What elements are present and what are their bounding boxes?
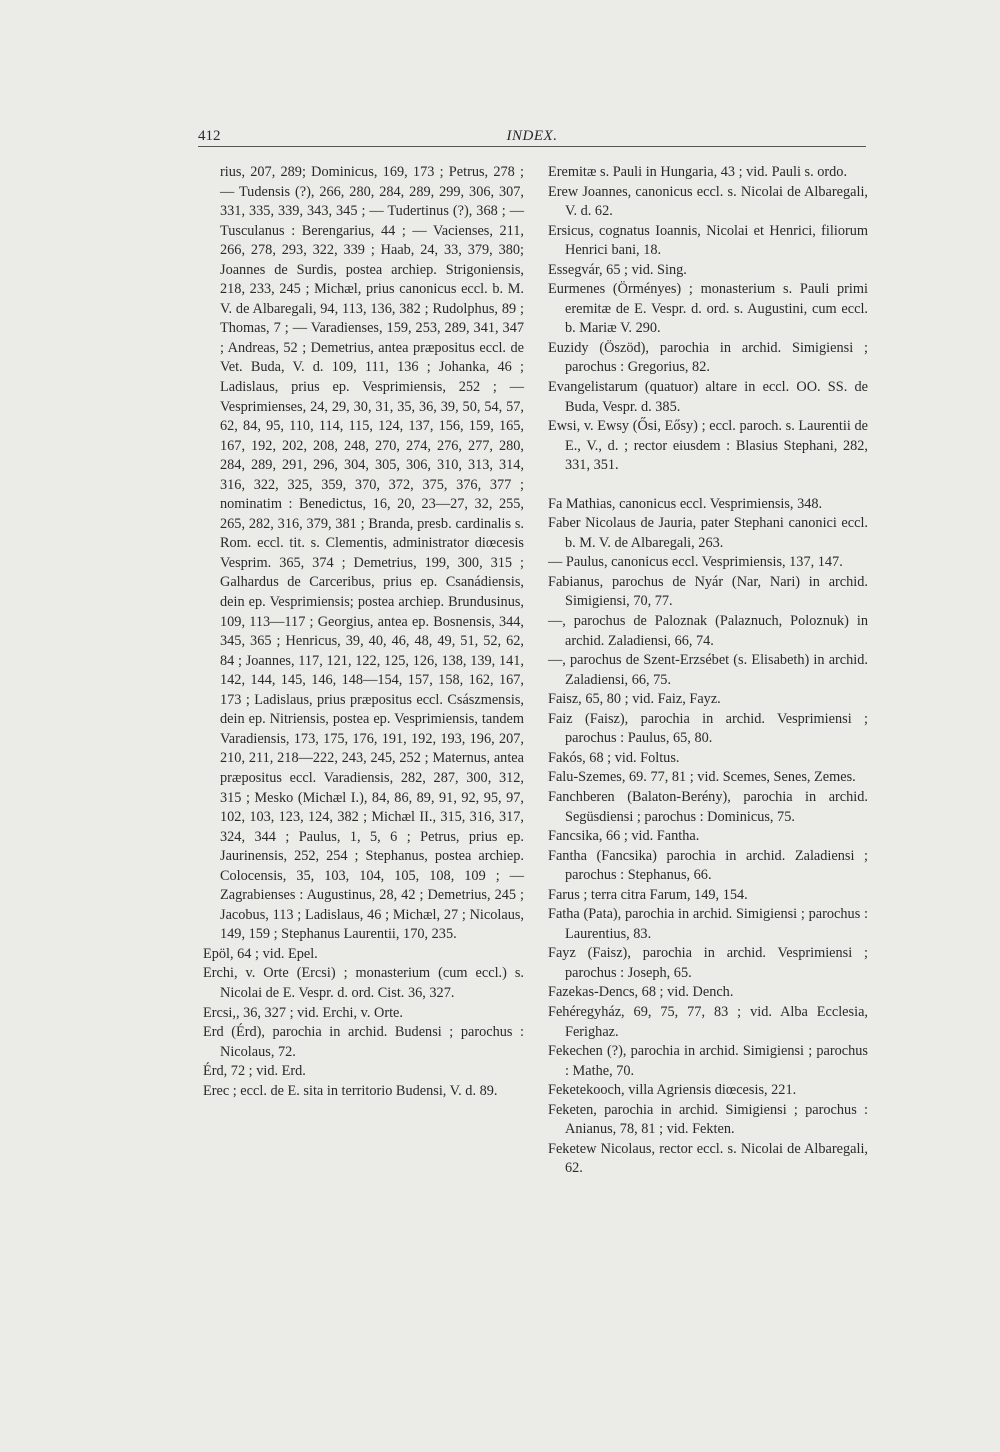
index-entry: Farus ; terra citra Farum, 149, 154. (548, 886, 748, 903)
index-entry: —, parochus de Szent-Erzsébet (s. Elisabeth) in archid. Zaladiensi, 66, 75. (548, 652, 868, 688)
index-entry: Faber Nicolaus de Jauria, pater Stephani canonici eccl. b. M. V. de Albaregali, 263. (548, 515, 868, 551)
index-entry: Erd (Érd), parochia in archid. Budensi ; parochus : Nicolaus, 72. (203, 1024, 524, 1060)
index-entry: Erew Joannes, canonicus eccl. s. Nicolai de Albaregali, V. d. 62. (548, 183, 868, 220)
running-head (198, 128, 866, 147)
index-entry: — Paulus, canonicus eccl. Vesprimiensis, 137, 147. (548, 554, 843, 571)
index-entry: Fayz (Faisz), parochia in archid. Vesprimiensi ; parochus : Joseph, 65. (548, 945, 868, 981)
index-entry: Falu-Szemes, 69. 77, 81 ; vid. Scemes, Senes, Zemes. (548, 769, 856, 786)
index-entry: Essegvár, 65 ; vid. Sing. (548, 261, 687, 278)
index-entry: Ercsi,, 36, 327 ; vid. Erchi, v. Orte. (203, 1004, 403, 1021)
index-entry: Epöl, 64 ; vid. Epel. (203, 945, 318, 962)
index-entry: Fekechen (?), parochia in archid. Simigiensi ; parochus : Mathe, 70. (548, 1043, 868, 1079)
index-entry: Fa Mathias, canonicus eccl. Vesprimiensis, 348. (548, 495, 823, 512)
index-entry: Fatha (Pata), parochia in archid. Simigiensi ; parochus : Laurentius, 83. (548, 906, 868, 942)
running-title: INDEX. (506, 128, 558, 144)
index-entry: Fakós, 68 ; vid. Foltus. (548, 749, 680, 766)
index-entry: Feketew Nicolaus, rector eccl. s. Nicolai de Albaregali, 62. (548, 1140, 868, 1177)
index-entry: Fehéregyház, 69, 75, 77, 83 ; vid. Alba Ecclesia, Ferighaz. (548, 1003, 868, 1040)
right-column (548, 163, 868, 1179)
index-entry: Ewsi, v. Ewsy (Ősi, Eősy) ; eccl. paroch. s. Laurentii de E., V., d. ; rector eiusdem : Blasius Stephani, 282, 331, 351. (548, 418, 868, 474)
index-entry: Evangelistarum (quatuor) altare in eccl. OO. SS. de Buda, Vespr. d. 385. (548, 379, 868, 415)
index-entry: —, parochus de Paloznak (Palaznuch, Poloznuk) in archid. Zaladiensi, 66, 74. (548, 613, 868, 649)
index-entry: Erchi, v. Orte (Ercsi) ; monasterium (cum eccl.) s. Nicolai de E. Vespr. d. ord. Cist. 36, 327. (203, 965, 524, 1001)
index-entry: Fazekas-Dencs, 68 ; vid. Dench. (548, 984, 734, 1001)
index-entry: Faisz, 65, 80 ; vid. Faiz, Fayz. (548, 691, 721, 708)
index-entry: Fanchberen (Balaton-Berény), parochia in archid. Següsdiensi ; parochus : Dominicus, 75. (548, 788, 868, 825)
section-gap (548, 476, 868, 495)
left-column (203, 163, 524, 1101)
index-entry: Ersicus, cognatus Ioannis, Nicolai et Henrici, filiorum Henrici bani, 18. (548, 222, 868, 259)
index-entry: Fantha (Fancsika) parochia in archid. Zaladiensi ; parochus : Stephanus, 66. (548, 847, 868, 884)
index-entry: Eurmenes (Örményes) ; monasterium s. Pauli primi eremitæ de E. Vespr. d. ord. s. Augustini, cum eccl. b. Mariæ V. 290. (548, 281, 868, 337)
index-entry: Feketekooch, villa Agriensis diœcesis, 221. (548, 1082, 797, 1099)
index-entry: rius, 207, 289; Dominicus, 169, 173 ; Petrus, 278 ; — Tudensis (?), 266, 280, 284, 289, 299, 306, 307, 331, 335, 339, 343, 345 ; — Tudertinus (?), 368 ; — Tusculanus : Berengarius, 44 ; — Vacienses, 211, 266, 278, 293, 322, 339 ; Haab, 24, 33, 379, 380; Joannes de Surdis, postea archiep. Strigoniensis, 218, 233, 245 ; Michæl, prius canonicus eccl. b. M. V. de Albaregali, 94, 113, 136, 382 ; Rudolphus, 89 ; Thomas, 7 ; — Varadienses, 159, 253, 289, 341, 347 ; Andreas, 52 ; Demetrius, antea præpositus eccl. de Vet. Buda, V. d. 109, 111, 136 ; Johanka, 46 ; Ladislaus, prius ep. Vesprimiensis, 252 ; — Vesprimienses, 24, 29, 30, 31, 35, 36, 39, 50, 54, 57, 62, 84, 95, 110, 114, 115, 124, 137, 156, 159, 165, 167, 192, 202, 208, 248, 270, 274, 276, 277, 280, 284, 289, 291, 296, 304, 305, 306, 310, 313, 314, 316, 322, 325, 359, 370, 372, 375, 376, 377 ; nominatim : Benedictus, 16, 20, 23—27, 32, 255, 265, 282, 316, 379, 381 ; Branda, presb. cardinalis s. Rom. eccl. tit. s. Clementis, administrator diœcesis Vesprim. 365, 374 ; Demetrius, 199, 300, 315 ; Galhardus de Carceribus, prius ep. Csanádiensis, dein ep. Vesprimiensis; postea archiep. Brundusinus, 109, 113—117 ; Georgius, antea ep. Bosnensis, 344, 345, 365 ; Henricus, 39, 40, 46, 48, 49, 51, 52, 62, 84 ; Joannes, 117, 121, 122, 125, 126, 138, 139, 141, 142, 144, 145, 146, 148—154, 157, 158, 162, 167, 173 ; Ladislaus, prius præpositus eccl. Császmensis, dein ep. Nitriensis, postea ep. Vesprimiensis, tandem Varadiensis, 173, 175, 176, 191, 192, 193, 196, 207, 210, 211, 218—222, 243, 245, 252 ; Maternus, antea præpositus eccl. Varadiensis, 282, 287, 300, 312, 315 ; Mesko (Michæl I.), 84, 86, 89, 91, 92, 95, 97, 102, 103, 123, 124, 382 ; Michæl II., 315, 316, 317, 324, 344 ; Paulus, 1, 5, 6 ; Petrus, prius ep. Jaurinensis, 252, 254 ; Stephanus, postea archiep. Colocensis, 35, 103, 104, 105, 108, 109 ; — Zagrabienses : Augustinus, 28, 42 ; Demetrius, 245 ; Jacobus, 113 ; Ladislaus, 46 ; Michæl, 27 ; Nicolaus, 149, 159 ; Stephanus Laurentii, 170, 235. (220, 164, 524, 943)
index-entry: Érd, 72 ; vid. Erd. (203, 1063, 306, 1080)
page-number: 412 (198, 128, 221, 144)
index-entry: Eremitæ s. Pauli in Hungaria, 43 ; vid. Pauli s. ordo. (548, 164, 848, 180)
index-entry: Fancsika, 66 ; vid. Fantha. (548, 828, 700, 845)
index-entry: Faiz (Faisz), parochia in archid. Vesprimiensi ; parochus : Paulus, 65, 80. (548, 710, 868, 747)
index-entry: Euzidy (Öszöd), parochia in archid. Simigiensi ; parochus : Gregorius, 82. (548, 339, 868, 376)
index-entry: Fabianus, parochus de Nyár (Nar, Nari) in archid. Simigiensi, 70, 77. (548, 573, 868, 610)
index-entry: Erec ; eccl. de E. sita in territorio Budensi, V. d. 89. (203, 1082, 498, 1099)
index-entry: Feketen, parochia in archid. Simigiensi ; parochus : Anianus, 78, 81 ; vid. Fekten. (548, 1101, 868, 1138)
